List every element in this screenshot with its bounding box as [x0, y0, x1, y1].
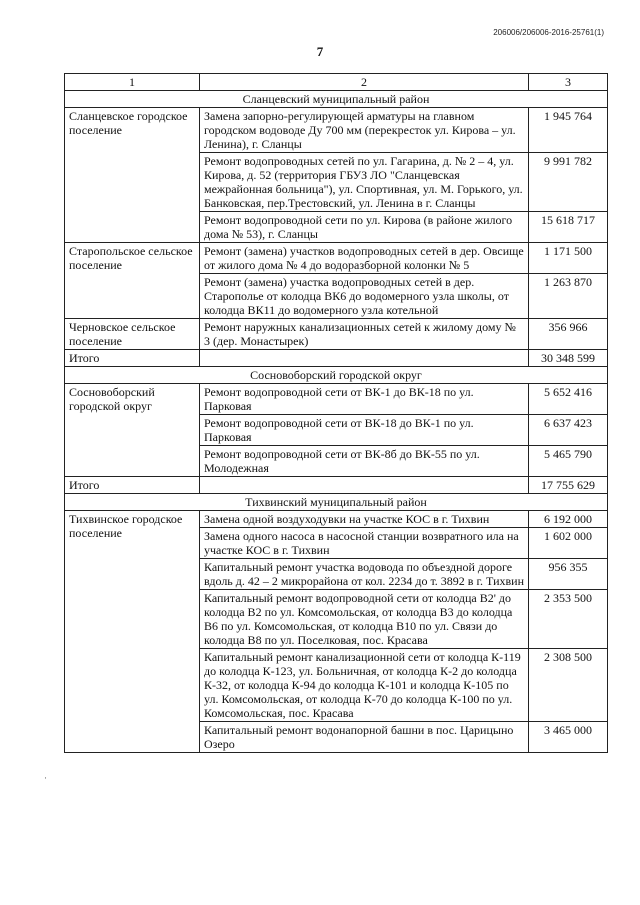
table-body — [65, 74, 608, 753]
amount-cell: 2 353 500 — [529, 590, 608, 649]
settlement-name: Тихвинское городское поселение — [65, 511, 200, 753]
work-description: Ремонт водопроводной сети по ул. Кирова (в районе жилого дома № 53), г. Сланцы — [200, 212, 529, 243]
column-header-1: 1 — [65, 74, 200, 91]
work-description: Ремонт водопроводной сети от ВК-18 до ВК-1 по ул. Парковая — [200, 415, 529, 446]
column-header-2: 2 — [200, 74, 529, 91]
page-number: 7 — [316, 44, 324, 59]
amount-cell: 2 308 500 — [529, 649, 608, 722]
amount-cell: 6 192 000 — [529, 511, 608, 528]
column-header-3: 3 — [529, 74, 608, 91]
settlement-name: Сосновоборский городской округ — [65, 384, 200, 477]
amount-cell: 1 263 870 — [529, 274, 608, 319]
amount-cell: 5 465 790 — [529, 446, 608, 477]
amount-cell: 9 991 782 — [529, 153, 608, 212]
total-label: Итого — [65, 477, 200, 494]
work-description: Капитальный ремонт канализационной сети от колодца К-119 до колодца К-123, ул. Больничная, от колодца К-2 до колодца К-32, от колодца К-94 до колодца К-101 и колодца К-105 по ул. Комсомольская, от колодца К-70 до колодца К-100 по ул. Комсомольская, пос. Красава — [200, 649, 529, 722]
amount-cell: 6 637 423 — [529, 415, 608, 446]
table-row — [65, 108, 608, 153]
work-description: Ремонт водопроводных сетей по ул. Гагарина, д. № 2 – 4, ул. Кирова, д. 52 (территория ГБУЗ ЛО "Сланцевская межрайонная больница"), ул. Спортивная, ул. М. Горького, ул. Банковская, пер.Трестовский, ул. Ленина в г. Сланцы — [200, 153, 529, 212]
total-spacer — [200, 477, 529, 494]
amount-cell: 356 966 — [529, 319, 608, 350]
section-title: Сосновоборский городской округ — [65, 367, 608, 384]
settlement-name: Сланцевское городское поселение — [65, 108, 200, 243]
table-row — [65, 384, 608, 415]
settlement-name: Черновское сельское поселение — [65, 319, 200, 350]
section-row — [65, 494, 608, 511]
section-row — [65, 367, 608, 384]
work-description: Ремонт (замена) участка водопроводных сетей в дер. Старополье от колодца ВК6 до водомерного узла школы, от колодца ВК11 до водомерного узла котельной — [200, 274, 529, 319]
amount-cell: 5 652 416 — [529, 384, 608, 415]
total-amount: 17 755 629 — [529, 477, 608, 494]
work-description: Капитальный ремонт участка водовода по объездной дороге вдоль д. 42 – 2 микрорайона от кол. 2234 до т. 3892 в г. Тихвин — [200, 559, 529, 590]
amount-cell: 1 602 000 — [529, 528, 608, 559]
total-row — [65, 477, 608, 494]
table-header-row — [65, 74, 608, 91]
work-description: Замена одной воздуходувки на участке КОС в г. Тихвин — [200, 511, 529, 528]
work-description: Ремонт наружных канализационных сетей к жилому дому № 3 (дер. Монастырек) — [200, 319, 529, 350]
section-title: Сланцевский муниципальный район — [65, 91, 608, 108]
margin-mark: · — [44, 773, 47, 783]
work-description: Ремонт водопроводной сети от ВК-1 до ВК-18 по ул. Парковая — [200, 384, 529, 415]
table-row — [65, 319, 608, 350]
section-title: Тихвинский муниципальный район — [65, 494, 608, 511]
work-description: Капитальный ремонт водопроводной сети от колодца В2' до колодца В2 по ул. Комсомольская, от колодца В3 до колодца В6 по ул. Комсомольская, от колодца В10 по ул. Связи до колодца В8 по ул. Поселковая, пос. Красава — [200, 590, 529, 649]
budget-table — [64, 73, 608, 753]
total-row — [65, 350, 608, 367]
amount-cell: 15 618 717 — [529, 212, 608, 243]
table-row — [65, 511, 608, 528]
total-amount: 30 348 599 — [529, 350, 608, 367]
work-description: Ремонт водопроводной сети от ВК-8б до ВК-55 по ул. Молодежная — [200, 446, 529, 477]
total-label: Итого — [65, 350, 200, 367]
table-row — [65, 243, 608, 274]
section-row — [65, 91, 608, 108]
amount-cell: 3 465 000 — [529, 722, 608, 753]
amount-cell: 1 171 500 — [529, 243, 608, 274]
work-description: Замена запорно-регулирующей арматуры на главном городском водоводе Ду 700 мм (перекресток ул. Кирова – ул. Ленина), г. Сланцы — [200, 108, 529, 153]
work-description: Капитальный ремонт водонапорной башни в пос. Царицыно Озеро — [200, 722, 529, 753]
work-description: Замена одного насоса в насосной станции возвратного ила на участке КОС в г. Тихвин — [200, 528, 529, 559]
work-description: Ремонт (замена) участков водопроводных сетей в дер. Овсище от жилого дома № 4 до водоразборной колонки № 5 — [200, 243, 529, 274]
total-spacer — [200, 350, 529, 367]
amount-cell: 956 355 — [529, 559, 608, 590]
document-id: 206006/206006-2016-25761(1) — [493, 28, 604, 37]
amount-cell: 1 945 764 — [529, 108, 608, 153]
settlement-name: Старопольское сельское поселение — [65, 243, 200, 319]
